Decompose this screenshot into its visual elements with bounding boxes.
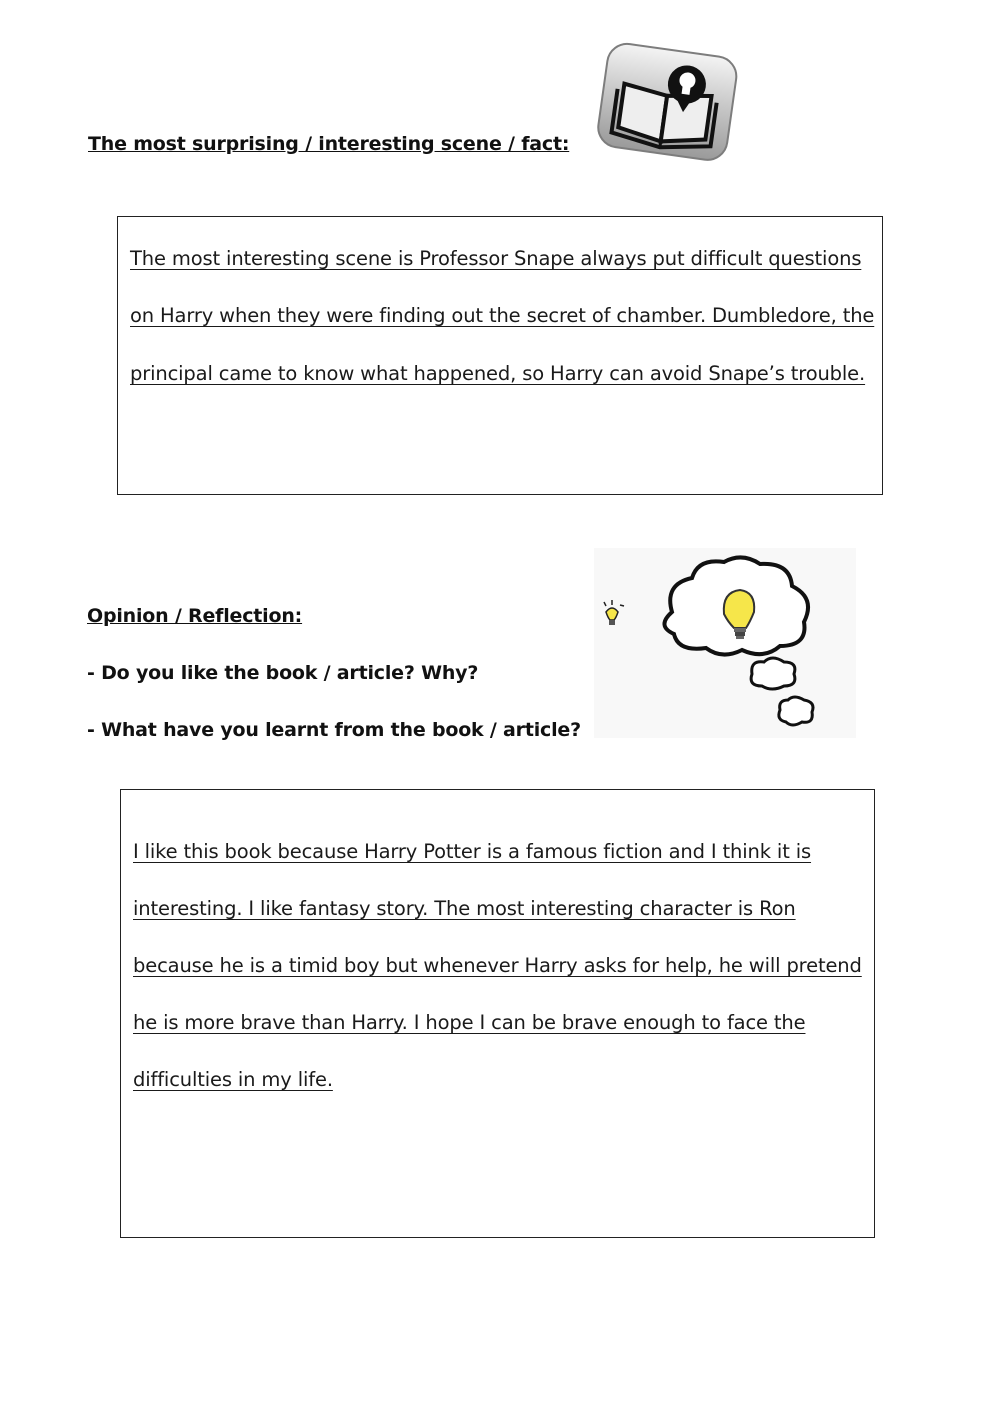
answer-line: he is more brave than Harry. I hope I can be brave enough to face the (133, 1011, 806, 1034)
answer-line: on Harry when they were finding out the secret of chamber. Dumbledore, the (130, 304, 875, 327)
book-lightbulb-icon (592, 40, 744, 168)
answer-line: The most interesting scene is Professor Snape always put difficult questions (130, 247, 862, 270)
thought-bubble-lightbulb-icon (594, 548, 856, 738)
answer-line: I like this book because Harry Potter is a famous fiction and I think it is (133, 840, 812, 863)
section-heading-interesting-scene: The most surprising / interesting scene / fact: (88, 133, 570, 155)
section-heading-opinion-reflection: Opinion / Reflection: (87, 605, 303, 627)
question-like-book: - Do you like the book / article? Why? (87, 662, 479, 684)
answer-line: principal came to know what happened, so Harry can avoid Snape’s trouble. (130, 362, 866, 385)
question-learnt: - What have you learnt from the book / article? (87, 719, 581, 741)
answer-line: interesting. I like fantasy story. The most interesting character is Ron (133, 897, 796, 920)
answer-line: difficulties in my life. (133, 1068, 333, 1091)
answer-line: because he is a timid boy but whenever Harry asks for help, he will pretend (133, 954, 862, 977)
